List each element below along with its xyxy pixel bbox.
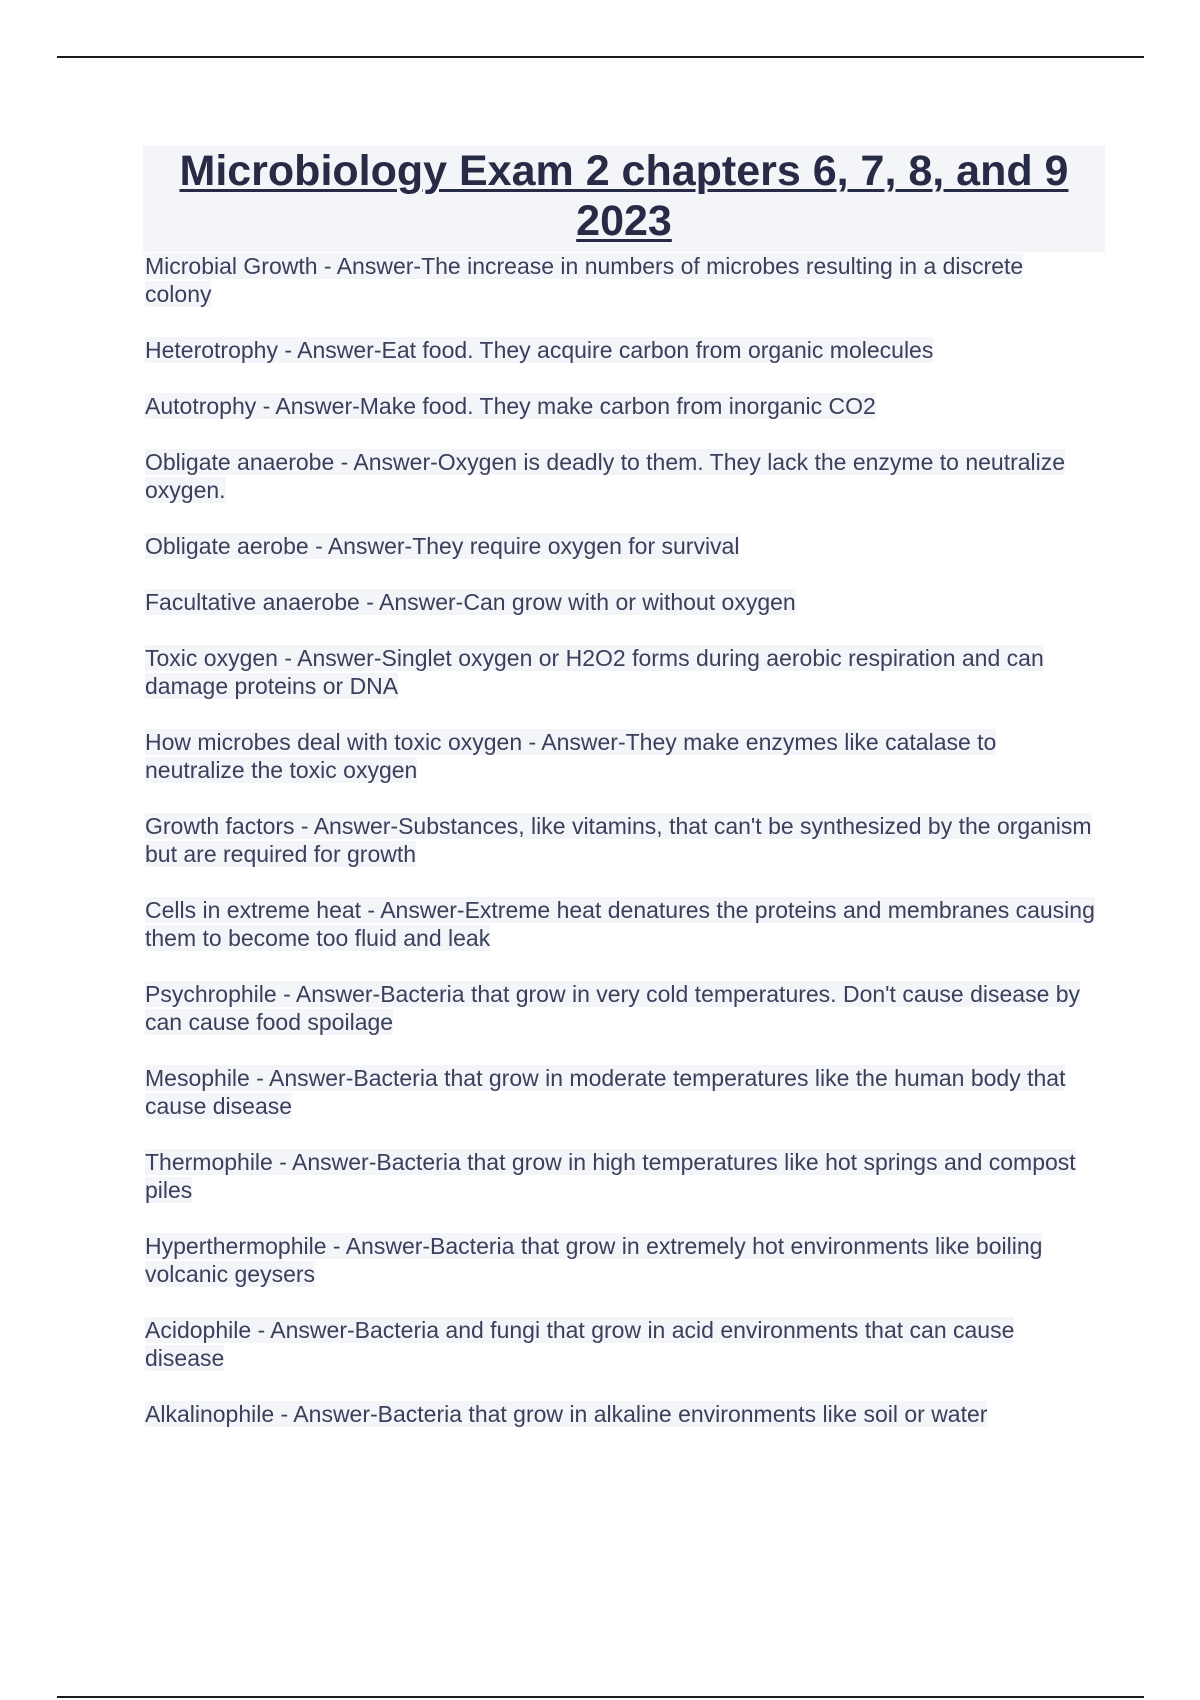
list-item: Facultative anaerobe - Answer-Can grow with or without oxygen	[145, 589, 796, 615]
list-item: Cells in extreme heat - Answer-Extreme heat denatures the proteins and membranes causing them to become too fluid and leak	[145, 897, 1095, 951]
list-item: How microbes deal with toxic oxygen - Answer-They make enzymes like catalase to neutralize the toxic oxygen	[145, 729, 997, 783]
document-title: Microbiology Exam 2 chapters 6, 7, 8, and 9 2023	[179, 147, 1069, 245]
list-item: Mesophile - Answer-Bacteria that grow in moderate temperatures like the human body that cause disease	[145, 1065, 1066, 1119]
list-item: Growth factors - Answer-Substances, like vitamins, that can't be synthesized by the organism but are required for growth	[145, 813, 1092, 867]
entry-list	[145, 252, 1095, 1428]
list-item: Thermophile - Answer-Bacteria that grow in high temperatures like hot springs and compost piles	[145, 1149, 1076, 1203]
list-item: Toxic oxygen - Answer-Singlet oxygen or H2O2 forms during aerobic respiration and can damage proteins or DNA	[145, 645, 1044, 699]
title-block	[143, 146, 1105, 252]
list-item: Psychrophile - Answer-Bacteria that grow in very cold temperatures. Don't cause disease by can cause food spoilage	[145, 981, 1081, 1035]
list-item: Obligate aerobe - Answer-They require oxygen for survival	[145, 533, 740, 559]
document-body	[145, 146, 1095, 1428]
list-item: Autotrophy - Answer-Make food. They make carbon from inorganic CO2	[145, 393, 876, 419]
list-item: Acidophile - Answer-Bacteria and fungi that grow in acid environments that can cause disease	[145, 1317, 1015, 1371]
header-rule	[57, 56, 1144, 58]
list-item: Alkalinophile - Answer-Bacteria that grow in alkaline environments like soil or water	[145, 1401, 988, 1427]
list-item: Hyperthermophile - Answer-Bacteria that grow in extremely hot environments like boiling volcanic geysers	[145, 1233, 1043, 1287]
list-item: Microbial Growth - Answer-The increase in numbers of microbes resulting in a discrete colony	[145, 253, 1024, 307]
list-item: Obligate anaerobe - Answer-Oxygen is deadly to them. They lack the enzyme to neutralize oxygen.	[145, 449, 1066, 503]
list-item: Heterotrophy - Answer-Eat food. They acquire carbon from organic molecules	[145, 337, 934, 363]
footer-rule	[57, 1696, 1144, 1698]
